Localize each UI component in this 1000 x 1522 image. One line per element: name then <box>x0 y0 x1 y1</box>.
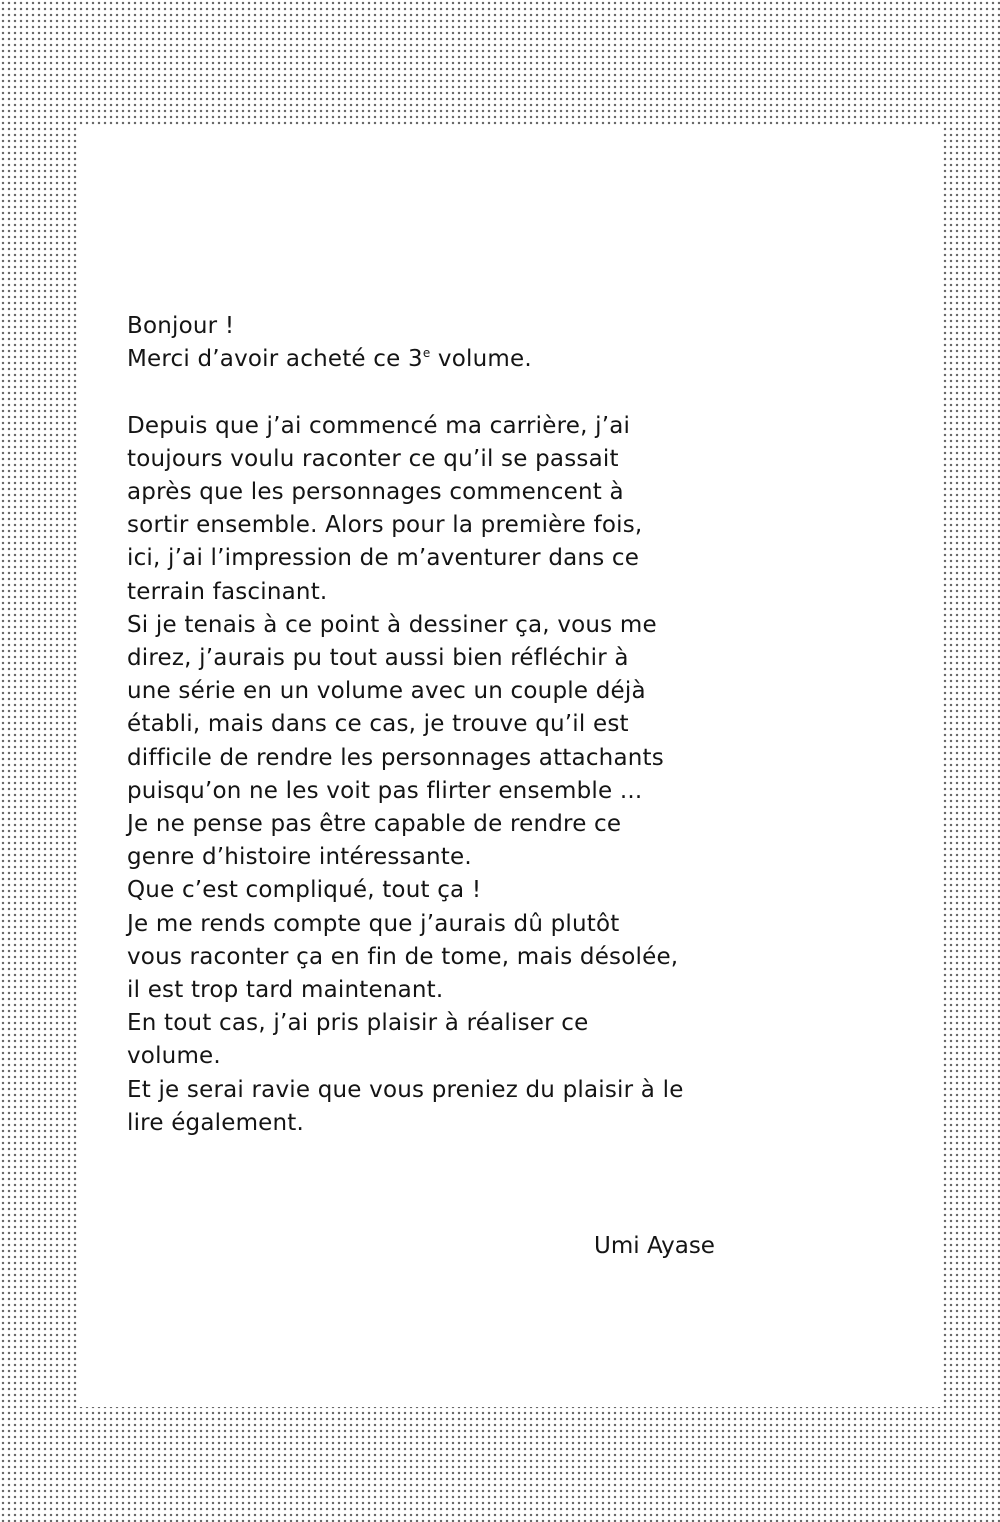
body-line: Que c’est compliqué, tout ça ! <box>127 877 482 904</box>
greeting-line: Bonjour ! <box>127 313 235 339</box>
body-line: lire également. <box>127 1109 305 1136</box>
letter-page <box>78 127 942 1407</box>
body-line: direz, j’aurais pu tout aussi bien réfléchir à <box>127 645 629 672</box>
body-line: difficile de rendre les personnages attachants <box>127 744 664 771</box>
body-line: Je me rends compte que j’aurais dû plutôt <box>127 910 620 937</box>
body-line: Si je tenais à ce point à dessiner ça, vous me <box>127 611 657 638</box>
body-line: En tout cas, j’ai pris plaisir à réaliser ce <box>127 1010 589 1037</box>
thanks-text: Merci d’avoir acheté ce 3 <box>127 346 423 373</box>
body-line: établi, mais dans ce cas, je trouve qu’il est <box>127 711 629 738</box>
body-line: Je ne pense pas être capable de rendre ce <box>127 811 622 838</box>
body-line: sortir ensemble. Alors pour la première fois, <box>127 512 643 539</box>
body-line: une série en un volume avec un couple déjà <box>127 678 646 705</box>
body-line: il est trop tard maintenant. <box>127 977 444 1004</box>
ordinal-suffix: e <box>422 346 431 361</box>
body-line: vous raconter ça en fin de tome, mais désolée, <box>127 943 679 970</box>
body-line: toujours voulu raconter ce qu’il se passait <box>127 445 619 472</box>
body-line: Depuis que j’ai commencé ma carrière, j’ai <box>127 412 631 439</box>
thanks-line <box>127 343 827 376</box>
letter-body <box>127 310 827 1140</box>
body-line: Et je serai ravie que vous preniez du plaisir à le <box>127 1076 684 1103</box>
body-line: genre d’histoire intéressante. <box>127 844 472 871</box>
body-line: puisqu’on ne les voit pas flirter ensemble ... <box>127 777 643 804</box>
author-signature: Umi Ayase <box>594 1233 715 1259</box>
paragraph-gap <box>127 376 827 409</box>
body-line: volume. <box>127 1043 221 1070</box>
body-line: ici, j’ai l’impression de m’aventurer dans ce <box>127 545 640 572</box>
body-line: terrain fascinant. <box>127 578 328 605</box>
thanks-text-end: volume. <box>430 346 532 373</box>
body-line: après que les personnages commencent à <box>127 479 624 505</box>
